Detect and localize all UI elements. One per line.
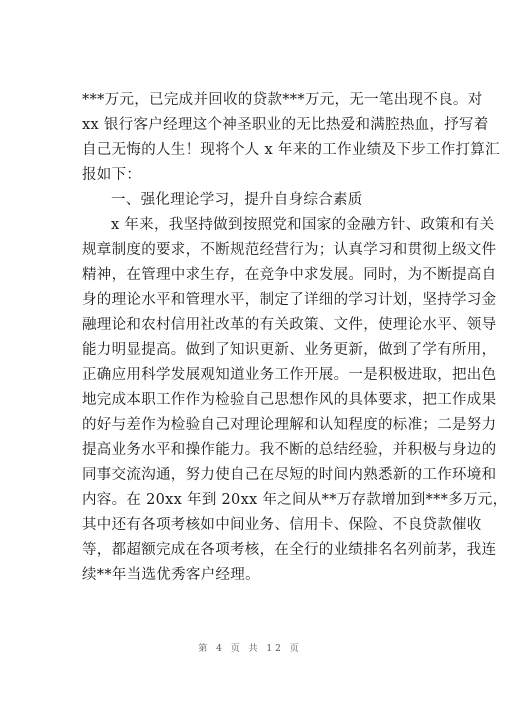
body-line: 报如下： xyxy=(82,167,142,183)
body-line: x 年来，我坚持做到按照党和国家的金融方针、政策和有关 xyxy=(111,217,495,233)
body-line: 续**年当选优秀客户经理。 xyxy=(82,567,260,583)
body-line: 提高业务水平和操作能力。我不断的总结经验，并积极与身边的 xyxy=(82,442,497,458)
section-heading: 一、强化理论学习，提升自身综合素质 xyxy=(111,192,363,208)
document-body xyxy=(82,88,507,588)
body-line: 正确应用科学发展观知道业务工作开展。一是积极进取，把出色 xyxy=(82,367,497,383)
page-number-footer: 第 4 页 共 12 页 xyxy=(198,644,302,654)
body-line: 精神，在管理中求生存，在竞争中求发展。同时，为不断提高自 xyxy=(82,267,497,283)
body-line: 内容。在 20xx 年到 20xx 年之间从**万存款增加到***多万元， xyxy=(82,492,507,508)
body-line: 能力明显提高。做到了知识更新、业务更新，做到了学有所用， xyxy=(82,342,497,358)
body-line: ***万元，已完成并回收的贷款***万元，无一笔出现不良。对 xyxy=(82,92,483,108)
body-line: 同事交流沟通，努力使自己在尽短的时间内熟悉新的工作环境和 xyxy=(82,467,497,483)
body-line: 的好与差作为检验自己对理论理解和认知程度的标准；二是努力 xyxy=(82,417,497,433)
body-line: 自己无悔的人生！现将个人 x 年来的工作业绩及下步工作打算汇 xyxy=(82,142,500,158)
body-line: 融理论和农村信用社改革的有关政策、文件，使理论水平、领导 xyxy=(82,317,497,333)
body-line: 规章制度的要求，不断规范经营行为；认真学习和贯彻上级文件 xyxy=(82,242,497,258)
body-line: 等，都超额完成在各项考核，在全行的业绩排名名列前茅，我连 xyxy=(82,542,497,558)
body-line: xx 银行客户经理这个神圣职业的无比热爱和满腔热血，抒写着 xyxy=(82,117,489,133)
body-line: 身的理论水平和管理水平，制定了详细的学习计划，坚持学习金 xyxy=(82,292,497,308)
body-line: 其中还有各项考核如中间业务、信用卡、保险、不良贷款催收 xyxy=(82,517,482,533)
body-line: 地完成本职工作作为检验自己思想作风的具体要求，把工作成果 xyxy=(82,392,497,408)
